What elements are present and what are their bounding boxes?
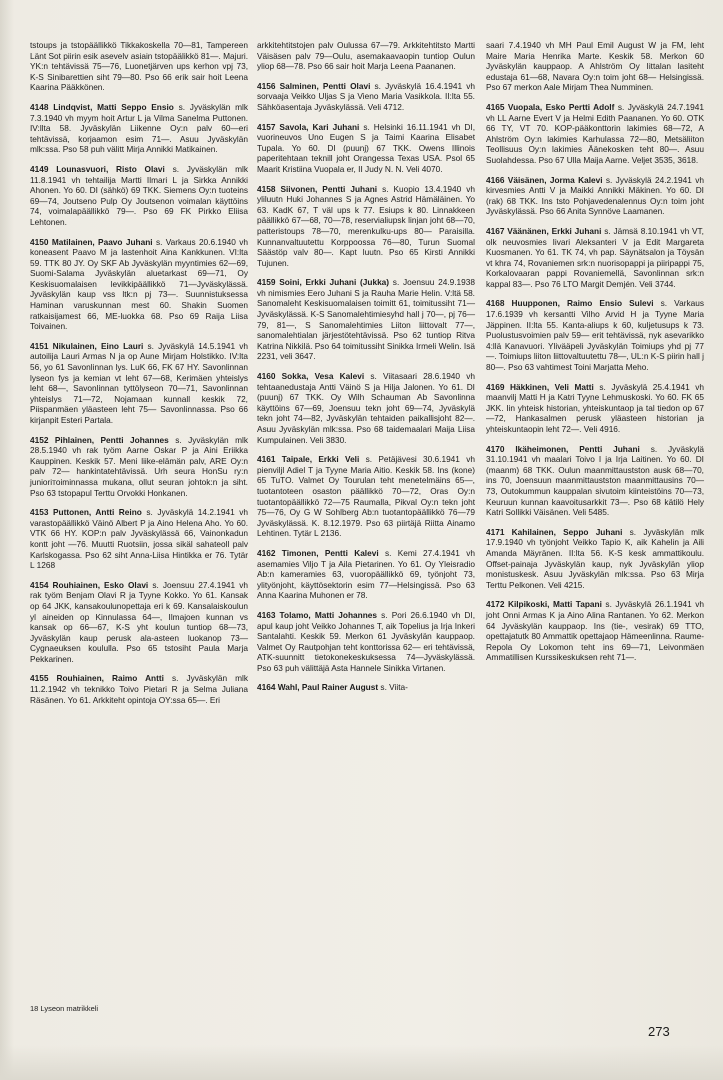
entry-text: s. Pori 26.6.1940 vh DI, apul kaup joht Veikko Johannes T, aik Topelius ja Irja Inkeri Santalahti. Keskik 59. Merkon 61 Jyväskylän kauppaop. Valmet Oy Rautpohjan teht konttorissa 62— eri tehtävissä, ATK-suunnitt tietokonekeskuksessa 74—Jyväskylässä. Pso 63 puh välittäjä Asta Hannele Sinikka Virtanen. bbox=[257, 609, 476, 673]
register-entry bbox=[486, 102, 704, 166]
entry-name: 4149 Lounasvuori, Risto Olavi bbox=[30, 163, 165, 174]
entry-text: s. Jyväskylä 14.2.1941 vh varastopäällikkö Väinö Albert P ja Aino Helena Aho. Yo 60. VTK 66 HY. KOP:n palv Jyväskylässä 66, Vainonkadun kontt joht —76. Muutti Ruotsiin, jossa sikäl sahateoll palv Karlskogassa. Pso 62 siht Anna-Liisa Hintikka er 76. Tytär L 1268 bbox=[30, 507, 248, 571]
entry-name: 4170 Ikäheimonen, Pentti Juhani bbox=[486, 443, 640, 454]
register-entry bbox=[486, 382, 704, 435]
column-right bbox=[486, 40, 704, 672]
entry-text: s. Jämsä 8.10.1941 vh VT, olk neuvosmies Iivari Aleksanteri V ja Edit Margareta Kuosmanen. Yo 61. TK 74, vh pap. Säynätsalon ja Töysän vt khra 74, Rovaniemen srk:n nuorisopappi ja piiripappi 75, Korkalovaaran pappi Rovaniemellä, Savonlinnan srk:n kappal 83—. Pso 76 LTO Margit Demjén. Veli 3744. bbox=[486, 225, 704, 289]
entry-name: 4167 Väänänen, Erkki Juhani bbox=[486, 225, 602, 236]
entry-name: 4160 Sokka, Vesa Kalevi bbox=[257, 371, 365, 382]
register-entry bbox=[486, 226, 704, 290]
entry-text: s. Jyväskylän mlk 11.8.1941 vh tehtailija Martti Ilmari L ja Sirkka Annikki Ahonen. Yo 60. DI (sähkö) 69 TKK. Siemens Oy:n tuoteins 69—74, Joutseno Pulp Oy Joutsenon voimalan käyttöins 74, voimalapäällikkö 79—. Pso 69 FK Pirkko Eliisa Lehtonen. bbox=[30, 163, 249, 227]
entry-text: s. Jyväskylä 14.5.1941 vh autoilija Lauri Armas N ja op Aune Mirjam Holstikko. IV:lta 56, yo 61 Savonlinnan lys. LuK 66, FK 67 HY. Savonlinnan lyseon fys ja kemian vt leht 67—68, Kerimäen yhteislys leht 68—, Savonlinnan tyttölyseon 70—71, Savonlinnan yhteislys 71—72, Nojamaan kunnall keskik 72, Piispanmäen yläasteen leht 75— Savonlinnassa. Pso 66 kirjanpit Esteri Partala. bbox=[30, 340, 248, 425]
register-entry bbox=[30, 164, 248, 228]
entry-text: s. Varkaus 20.6.1940 vh koneasent Paavo M ja lastenhoit Aina Kankkunen. VI:lta 59. TTK 80 JY. Oy SKF Ab Jyväskylän myyntimies 62—69, Suomi-Salama Jyväskylän aluetarkast 69—71, Oy Keskisuomalaisen levikkipäällikkö 71—Jyväskylässä. Jyväskylän kaup vss ltk:n pj 73—. Suunnistuksessa Haminan varuskunnan mest 60. Shakin Suomen ratkaisijamest 66, ME-luokka 68. Pso 69 Raija Liisa Toivainen. bbox=[30, 236, 248, 332]
entry-name: 4165 Vuopala, Esko Pertti Adolf bbox=[486, 101, 615, 112]
entry-text: saari 7.4.1940 vh MH Paul Emil August W ja FM, leht Maire Maria Henrika Marte. Keskik 58. Merkon 60 Jyväskylän kauppaop. A Ahlström Oy Iittalan lasiteht edustaja 61—68, Navara Oy:n toim joht 68— Helsingissä. Pso 67 merkon Aale Mirjam Thea Numminen. bbox=[486, 40, 704, 93]
column-left bbox=[30, 40, 248, 714]
entry-name: 4168 Huupponen, Raimo Ensio Sulevi bbox=[486, 298, 654, 309]
register-entry bbox=[486, 599, 704, 663]
entry-name: 4150 Matilainen, Paavo Juhani bbox=[30, 236, 153, 247]
entry-text: s. Varkaus 17.6.1939 vh kersantti Vilho Arvid H ja Tyyne Maria Jäppinen. II:lta 55. Kanta-aliups k 60, kuljetusups k 73. Puolustusvoimien palv 59— erit tehtävissä, nyk asevarikko 4:llä Kanavuori. Ylivääpeli Jyväskylän Toimiups yhd pj 77—. Toimiups liiton liittovaltuutettu 78—, UL:n K-S piirin hall j 80—. Pso 63 vahtimest Toini Marjatta Meho. bbox=[486, 298, 704, 373]
register-entry bbox=[486, 527, 704, 591]
entry-name: 4153 Puttonen, Antti Reino bbox=[30, 507, 142, 518]
register-entry bbox=[486, 444, 704, 518]
column-middle bbox=[257, 40, 475, 702]
entry-text: s. Jyväskylän mlk 7.3.1940 vh myym hoit Artur L ja Vilma Sanelma Puttonen. IV:llta 58. Jyväskylän Liikenne Oy:n palv 60—eri tehtävissä, korjaamon esim 71—. Asuu Jyväskylän mlk:ssa. Pso 58 puh välitt Mirja Annikki Matikainen. bbox=[30, 101, 249, 155]
entry-name: 4159 Soini, Erkki Juhani (Jukka) bbox=[257, 277, 390, 288]
entry-name: 4155 Rouhiainen, Raimo Antti bbox=[30, 673, 164, 684]
entry-text: s. Joensuu 24.9.1938 vh nimismies Eero Juhani S ja Rauha Marie Helin. V:ltä 58. Sanomaleht Keskisuomalaisen toimitt 61, toimitussiht 71— Jyväskylässä. K-S Sanomalehtimiesyhd hall j 70—, pj 76—79, 81—, S Sanomalehtimies Liiton liittovalt 77—, sanomalehtialan järjestötehtävissä. Pso 62 tuntiop Ritva Katrina Nikkilä. Pso 64 toimitussiht Sinikka Irmeli Welin. Isä 2231, veli 3647. bbox=[257, 277, 475, 362]
entry-text: s. Jyväskylän mlk 28.5.1940 vh rak työm Aarne Oskar P ja Aini Eriikka Kauppinen. Keskik 57. Meni liike-elämän palv, ARE Oy:n palv 72— hankintatehtävissä. Urh seura HonSu ry:n juniorітоiminnassa mukana, ollut seuran johtok:n ja siht. Pso 63 tstopapul Terttu Orvokki Honkanen. bbox=[30, 434, 249, 498]
entry-name: 4166 Väisänen, Jorma Kalevi bbox=[486, 174, 603, 185]
register-entry bbox=[30, 40, 248, 93]
entry-name: 4158 Siivonen, Pentti Juhani bbox=[257, 183, 378, 194]
entry-text: s. Viita- bbox=[380, 682, 408, 693]
register-entry bbox=[486, 40, 704, 93]
entry-name: 4148 Lindqvist, Matti Seppo Ensio bbox=[30, 101, 174, 112]
entry-name: 4157 Savola, Kari Juhani bbox=[257, 121, 360, 132]
entry-name: 4163 Tolamo, Matti Johannes bbox=[257, 609, 378, 620]
entry-text: s. Jyväskylä 25.4.1941 vh maanvilj Matti H ja Katri Tyyne Lehmuskoski. Yo 60. FK 65 JKK. Iin yhteisk historian, yhteiskuntaop ja tal tiedon op 67—72, Hankasalmen perusk yläasteen historian ja yhteiskuntaopin leht 72—. Veli 4916. bbox=[486, 381, 704, 434]
register-entry bbox=[486, 298, 704, 372]
register-entry bbox=[257, 454, 475, 539]
entry-name: 4169 Häkkinen, Veli Matti bbox=[486, 381, 594, 392]
running-footer: 18 Lyseon matrikkeli bbox=[30, 1004, 99, 1013]
register-entry bbox=[257, 184, 475, 269]
register-entry bbox=[30, 435, 248, 499]
register-entry bbox=[257, 81, 475, 113]
page-bottom-edge bbox=[0, 1045, 723, 1080]
register-entry bbox=[257, 610, 475, 674]
entry-text: s. Kuopio 13.4.1940 vh yliluutn Huki Johannes S ja Agnes Astrid Hämäläinen. Yo 63. KadK 67, T väl ups k 77. Esiups k 80. Linnakkeen päällikkö 67—68, 70—78, reservialiupsk linjan joht 68—70, patteristoups 78—70, merenkulku-ups 80— Paraisilla. Kunnanvaltuutettu Korppoossa 76—80, Turun Suomal Säästöp valv 80—. Kapt luutn. Pso 65 Kirsti Annikki Tujunen. bbox=[257, 183, 475, 268]
entry-text: s. Jyväskylän mlk 17.9.1940 vh työnjoht Veikko Tapio K, aik Kahelin ja Aili Amanda Mäyränen. II:lta 56. K-S kesk ammattikoulu. Offset-painaja Jyväskylän kaup, nyk Jyväskylän yliop monistuskesk. Asuu Jyväskylän mlk:ssa. Pso 63 Mirja Terttu Pelkonen. Veli 4215. bbox=[486, 526, 705, 590]
register-entry bbox=[257, 277, 475, 362]
register-entry bbox=[30, 341, 248, 426]
entry-text: s. Jyväskylän mlk 11.2.1942 vh teknikko Toivo Pietari R ja Selma Juliana Räsänen. Yo 61. Arkkiteht opintoja OY:ssa 65—. Eri bbox=[30, 673, 248, 705]
register-entry bbox=[257, 548, 475, 601]
entry-text: s. Joensuu 27.4.1941 vh rak työm Benjam Olavi R ja Tyyne Kokko. Yo 61. Kansak op 64 JKK, kansakoulunopettaja eri k 69. Kansalaiskoulun yl aineiden op Kinnulassa 64—, Ilmajoen kunnan vs kansak op 66—67, K-S yht koulun tuntiop 68—73, Jyväskylän kaup perusk ala-asteen luokanop 73—Cygnaeuksen koululla. Pso 65 tstosiht Paula Marja Pekkarinen. bbox=[30, 579, 248, 664]
entry-text: tstoups ja tstopäällikkö Tikkakoskella 70—81, Tampereen Länt Sot piirin esik asevelv asiain tstopäälikkö 81—. Majuri. YK:n tehtävissä 75—76, Luonetjärven ups kerhon vpj 73, K-S Sinibarettien siht 79—80. Pso 66 erik sair hoit Leena Kaarina Pääkkönen. bbox=[30, 40, 248, 93]
register-entry bbox=[30, 580, 248, 665]
entry-text: arkkitehtitstojen palv Oulussa 67—79. Arkkitehtitsto Martti Väisäsen palv 79—Oulu, asemakaavaopin tuntiop Oulun yliop 68—78. Pso 66 sair hoit Marja Leena Paananen. bbox=[257, 40, 475, 72]
entry-name: 4161 Taipale, Erkki Veli bbox=[257, 454, 360, 465]
register-entry bbox=[486, 175, 704, 217]
register-entry bbox=[257, 40, 475, 72]
entry-name: 4164 Wahl, Paul Rainer August bbox=[257, 682, 379, 693]
entry-text: s. Jyväskylä 31.10.1941 vh maalari Toivo I ja Irja Laitinen. Yo 60. DI (maanm) 68 TKK. Oulun maanmittaustston ausk 68—70, ins 70, Joensuun maanmittaustston maanmittausins 70—73, Outokummun kauppalan sivutoim kiinteistöins 70—73, Keuruun kunnan kaavoitusarkkit 73—. Pso 68 kätilö Hely Katri Sollikki Väisänen. Veli 5485. bbox=[486, 443, 704, 518]
entry-text: s. Jyväskylä 16.4.1941 vh sorvaaja Veikko Uljas S ja Vieno Maria Vasikkola. II:lta 55. Sähköasentaja Jyväskylässä. Veli 4712. bbox=[257, 80, 476, 112]
entry-text: s. Jyväskylä 24.2.1941 vh kirvesmies Antti V ja Maikki Annikki Mäkinen. Yo 60. DI (rak) 68 TKK. Ins tsto Pohjavedenalennus Oy:n toim joht Jyväskylässä. Pso 66 Anita Synnöve Laamanen. bbox=[486, 174, 704, 217]
register-entry bbox=[30, 102, 248, 155]
register-entry bbox=[30, 237, 248, 332]
page-number: 273 bbox=[648, 1024, 670, 1039]
entry-text: s. Petäjävesi 30.6.1941 vh pienviljl Adiel T ja Tyyne Maria Aitio. Keskik 58. Ins (kone) 65 TuTO. Valmet Oy Tourulan teht menetelmäins 65—, tuotantoteen osaston päällikkö 70—72, Oras Oy:n tuotantopäällikkö 72—75 Raumalla, Pikval Oy:n tekn joht 75—76, Oy G W Sohlberg Ab:n tuotantopäällikkö 76—79 Jyväskylässä. K. 8.12.1979. Pso 63 piirtäjä Riitta Ainamo Lehtinen. Tytär L 2136. bbox=[257, 454, 475, 539]
entry-name: 4152 Pihlainen, Pentti Johannes bbox=[30, 434, 169, 445]
register-entry bbox=[30, 673, 248, 705]
entry-name: 4171 Kahilainen, Seppo Juhani bbox=[486, 526, 623, 537]
register-entry bbox=[30, 507, 248, 571]
entry-text: s. Viitasaari 28.6.1940 vh tehtaanedustaja Antti Väinö S ja Hilja Jalonen. Yo 61. DI (puunj) 67 TKK. Oy Wilh Schauman Ab Savonlinna käyttöins 67—69, Joensuu tekn joht 69—74, Jyväskylä tekn joht 74—82, Jyväskylän tehtaiden paikallisjoht 82—. Asuu Jyväskylän mlk:ssa. Pso 68 taidemaalari Maija Liisa Kumpulainen. Veli 3830. bbox=[257, 371, 475, 445]
entry-text: s. Helsinki 16.11.1941 vh DI, vuorineuvos Uno Eugen S ja Taimi Kaarina Elisabet Tupala. Yo 60. DI (puunj) 67 TKK. Owens Illinois paperitehtaan teknill joht Orangessa Texas USA. Psol 65 Maarit Kristiina Vuopala er, II Judy N. N. Veli 4070. bbox=[257, 121, 475, 174]
entry-name: 4151 Nikulainen, Eino Lauri bbox=[30, 340, 144, 351]
register-entry bbox=[257, 371, 475, 445]
entry-text: s. Kemi 27.4.1941 vh asemamies Viljo T ja Aila Pietarinen. Yo 61. Oy Yleisradio Ab:n kameramies 63, vuoropäällikkö 69, työnjoht 73, ylityönjoht, käyttösektorin esim 77—Helsingissä. Pso 63 Anna Kaarina Muhonen er 78. bbox=[257, 547, 475, 601]
entry-name: 4154 Rouhiainen, Esko Olavi bbox=[30, 579, 149, 590]
entry-text: s. Jyväskylä 24.7.1941 vh LL Aarne Evert V ja Helmi Edith Paananen. Yo 60. OTK 66 TY, VT 70. KOP-pääkonttorin lakimies 68—72, A Ahlström Oy:n lakimies Karhulassa 72—80, Metsäliiton Teollisuus Oy:n lakimies Äänekosken teht 80—. Asuu Suolahdessa. Pso 67 Ulla Maija Aarne. Veljet 3535, 3618. bbox=[486, 101, 704, 165]
entry-name: 4172 Kilpikoski, Matti Tapani bbox=[486, 599, 602, 610]
entry-name: 4156 Salminen, Pentti Olavi bbox=[257, 80, 371, 91]
register-entry bbox=[257, 682, 475, 693]
entry-text: s. Jyväskylä 26.1.1941 vh joht Onni Armas K ja Aino Alina Rantanen. Yo 62. Merkon 64 Jyväskylän kauppaop. Ins (tie-, vesirak) 69 TTO, opettajatutk 80 Ammattik opettajaop Hämeenlinna. Raume-Repola Oy Lokomon teht ins 69—71, Leivonmäen Ammatillisen Kurssikeskuksen reht 71—. bbox=[486, 599, 704, 663]
register-entry bbox=[257, 122, 475, 175]
entry-name: 4162 Timonen, Pentti Kalevi bbox=[257, 547, 379, 558]
